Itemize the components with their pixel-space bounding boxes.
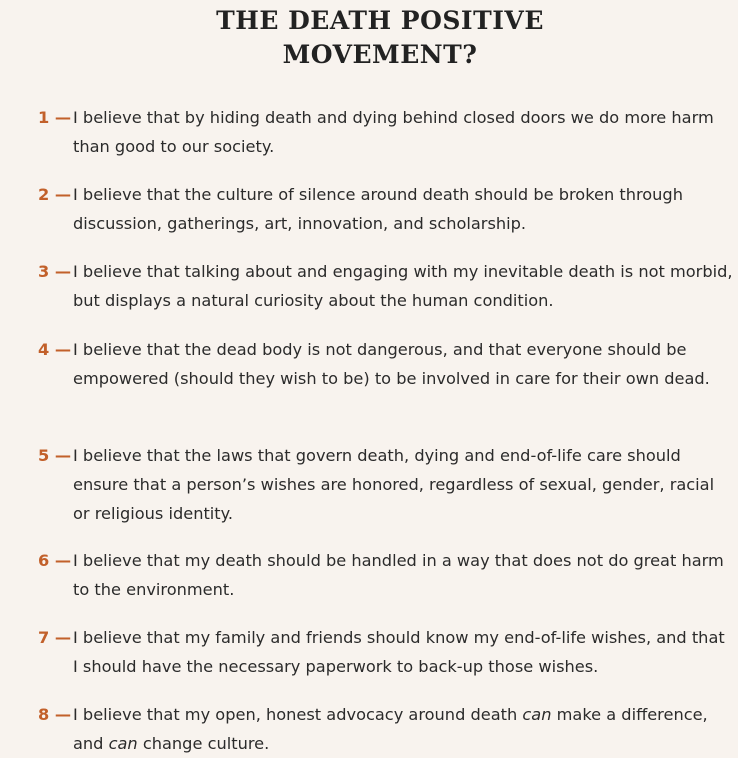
belief-item-1 — [38, 103, 734, 161]
belief-number: 6 — — [38, 551, 72, 570]
belief-text-emphasis: can — [108, 734, 138, 753]
belief-text — [73, 700, 734, 758]
page-title-line-2: MOVEMENT? — [282, 40, 478, 69]
belief-text-part: I believe that my open, honest advocacy around death — [73, 705, 523, 724]
belief-item-3 — [38, 257, 734, 315]
belief-text-part: change culture. — [137, 734, 270, 753]
belief-number: 2 — — [38, 185, 72, 204]
belief-item-8 — [38, 700, 734, 758]
belief-number: 1 — — [38, 108, 72, 127]
belief-number: 4 — — [38, 340, 72, 359]
belief-text: I believe that the laws that govern death, dying and end-of-life care should ensure that a person’s wishes are honored, regardless of sexual, gender, racial or religious identity. — [73, 446, 715, 523]
belief-text: I believe that the culture of silence around death should be broken through discussion, gatherings, art, innovation, and scholarship. — [73, 185, 683, 233]
belief-item-4 — [38, 335, 734, 393]
belief-number: 3 — — [38, 262, 72, 281]
belief-item-2 — [38, 180, 734, 238]
belief-text: I believe that my death should be handled in a way that does not do great harm to the environment. — [73, 551, 724, 599]
belief-text-emphasis: can — [522, 705, 552, 724]
page-title-line-1: THE DEATH POSITIVE — [216, 6, 544, 35]
belief-text: I believe that by hiding death and dying behind closed doors we do more harm than good to our society. — [73, 108, 714, 156]
belief-number: 7 — — [38, 628, 72, 647]
belief-number: 8 — — [38, 705, 72, 724]
belief-text: I believe that the dead body is not dangerous, and that everyone should be empowered (should they wish to be) to be involved in care for their own dead. — [73, 340, 710, 388]
belief-number: 5 — — [38, 446, 72, 465]
belief-text: I believe that talking about and engaging with my inevitable death is not morbid, but displays a natural curiosity about the human condition. — [73, 262, 733, 310]
belief-item-6 — [38, 546, 734, 604]
page-title — [0, 4, 738, 72]
belief-item-7 — [38, 623, 734, 681]
belief-item-5 — [38, 441, 734, 528]
belief-text: I believe that my family and friends should know my end-of-life wishes, and that I should have the necessary paperwork to back-up those wishes. — [73, 628, 725, 676]
belief-text-part: make a difference, and — [73, 705, 708, 753]
